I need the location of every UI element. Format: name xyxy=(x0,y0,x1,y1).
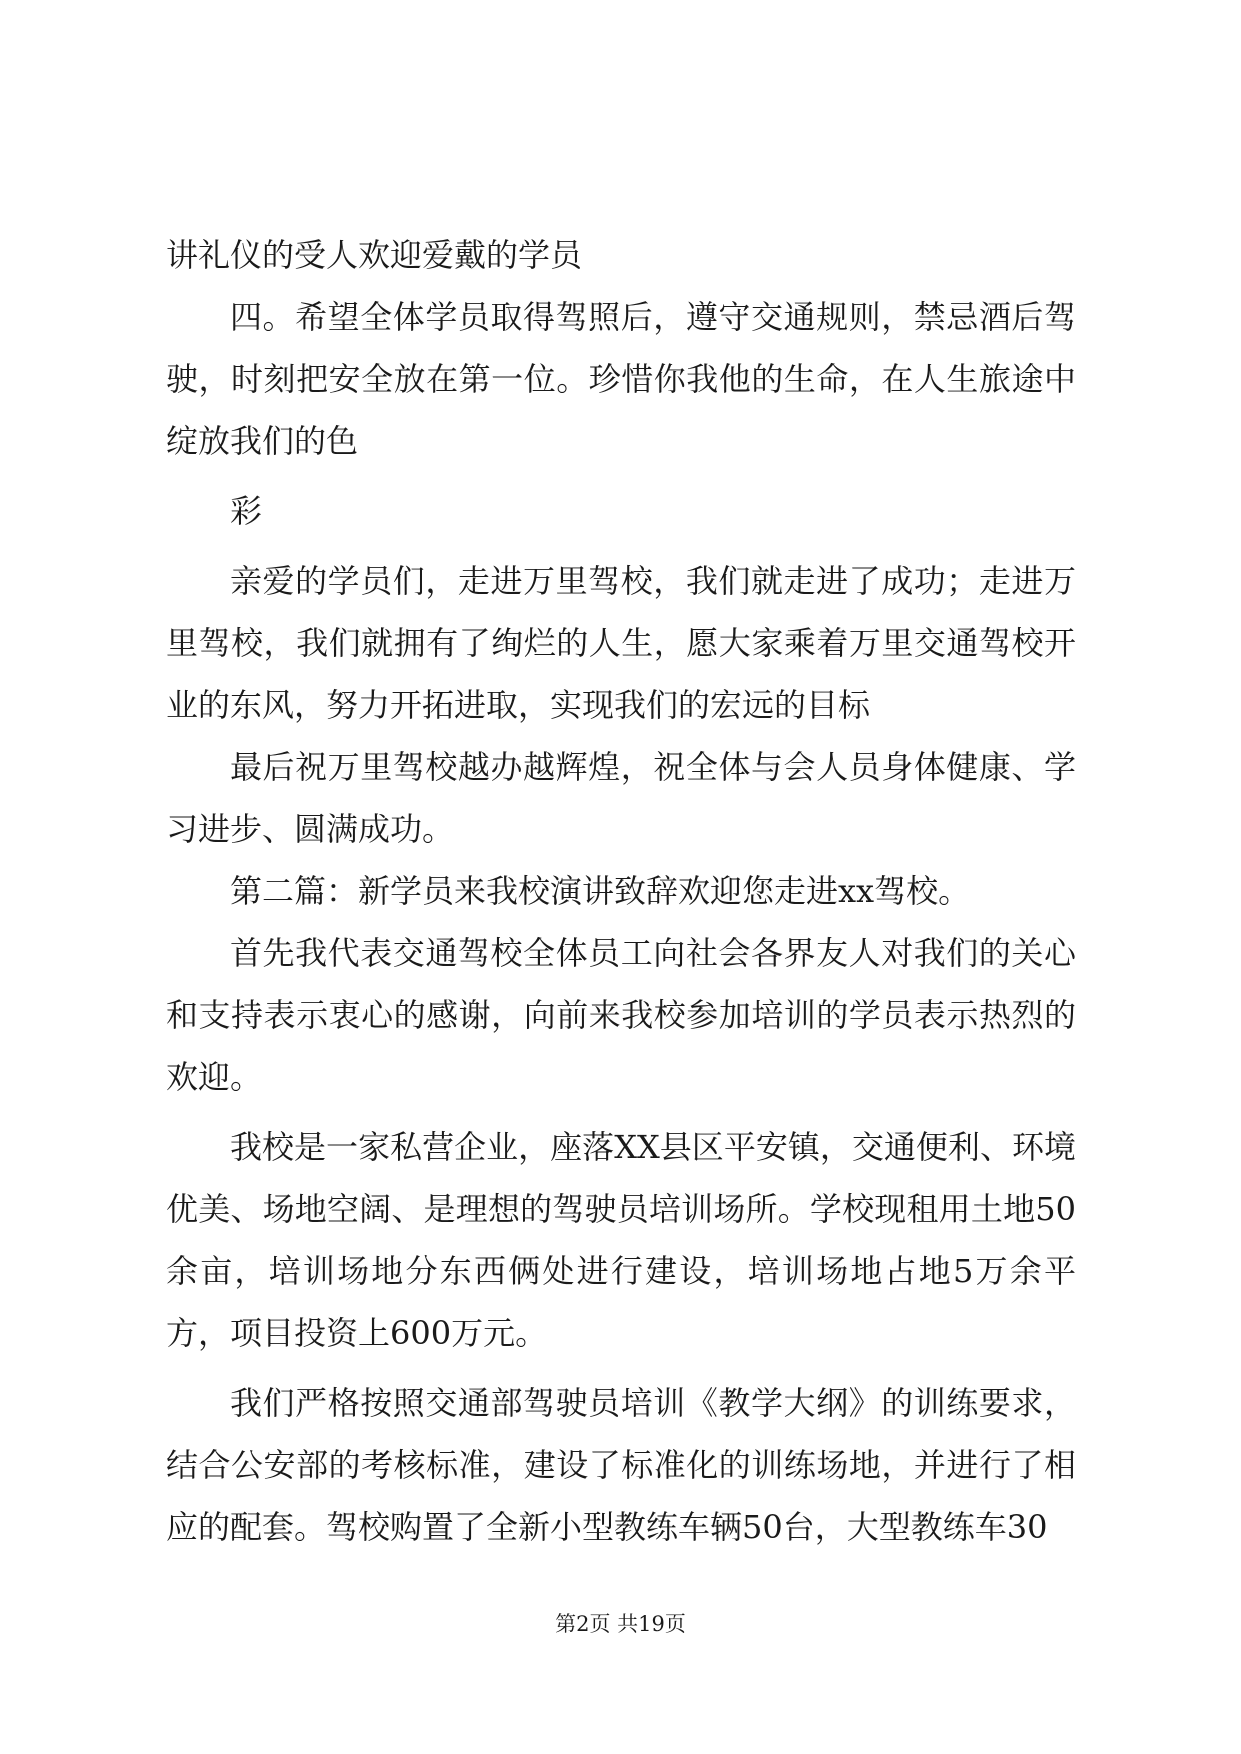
paragraph-8: 我校是一家私营企业，座落XX县区平安镇，交通便利、环境优美、场地空阔、是理想的驾驶员培训场所。学校现租用土地50余亩，培训场地分东西俩处进行建设，培训场地占地5万余平方，项目投资上600万元。 xyxy=(166,1128,1076,1352)
paragraph-5: 最后祝万里驾校越办越辉煌，祝全体与会人员身体健康、学习进步、圆满成功。 xyxy=(166,748,1076,848)
paragraph-2: 四。希望全体学员取得驾照后，遵守交通规则，禁忌酒后驾驶，时刻把安全放在第一位。珍惜你我他的生命，在人生旅途中绽放我们的色 xyxy=(166,298,1076,460)
document-body xyxy=(166,224,1076,1558)
page-number-footer: 第2页 共19页 xyxy=(555,1612,686,1636)
paragraph-9: 我们严格按照交通部驾驶员培训《教学大纲》的训练要求，结合公安部的考核标准，建设了标准化的训练场地，并进行了相应的配套。驾校购置了全新小型教练车辆50台，大型教练车30 xyxy=(166,1384,1076,1546)
paragraph-7: 首先我代表交通驾校全体员工向社会各界友人对我们的关心和支持表示衷心的感谢，向前来我校参加培训的学员表示热烈的欢迎。 xyxy=(166,934,1076,1096)
paragraph-3: 彩 xyxy=(230,492,263,530)
paragraph-4: 亲爱的学员们，走进万里驾校，我们就走进了成功；走进万里驾校，我们就拥有了绚烂的人生，愿大家乘着万里交通驾校开业的东风，努力开拓进取，实现我们的宏远的目标 xyxy=(166,562,1076,724)
paragraph-6: 第二篇：新学员来我校演讲致辞欢迎您走进xx驾校。 xyxy=(230,872,971,910)
paragraph-1: 讲礼仪的受人欢迎爱戴的学员 xyxy=(166,236,583,274)
